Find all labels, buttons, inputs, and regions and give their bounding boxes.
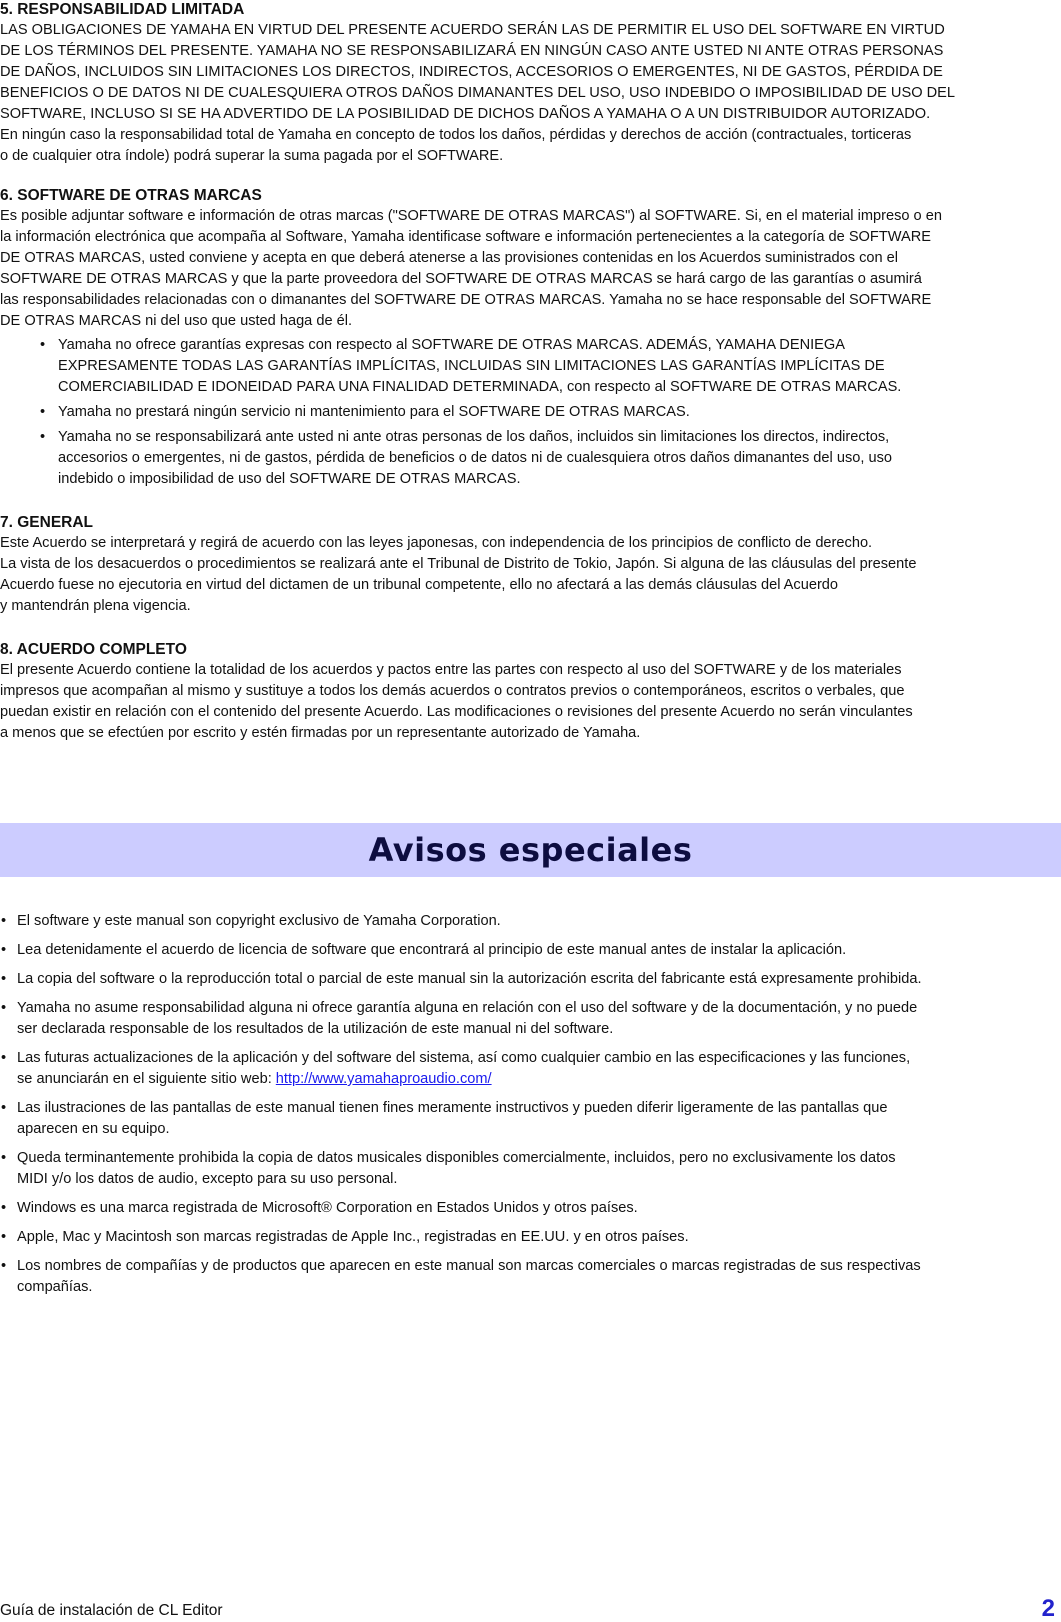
- list-item: [0, 1227, 1061, 1248]
- text-line: puedan existir en relación con el contenido del presente Acuerdo. Las modificaciones o revisiones del presente Acuerdo no serán vinculantes: [0, 704, 913, 720]
- text-line: y mantendrán plena vigencia.: [0, 598, 191, 614]
- section-title: 6. SOFTWARE DE OTRAS MARCAS: [0, 187, 262, 204]
- section-title: 8. ACUERDO COMPLETO: [0, 641, 187, 658]
- text-line: SOFTWARE DE OTRAS MARCAS y que la parte proveedora del SOFTWARE DE OTRAS MARCAS se hará cargo de las garantías o asumirá: [0, 271, 922, 287]
- page-number: 2: [1041, 1595, 1055, 1622]
- text-line: • Los nombres de compañías y de productos que aparecen en este manual son marcas comerciales o marcas registradas de sus respectivas: [17, 1258, 921, 1274]
- section-title: 5. RESPONSABILIDAD LIMITADA: [0, 1, 245, 18]
- section-general: [0, 513, 1061, 617]
- text-line: MIDI y/o los datos de audio, excepto para su uso personal.: [17, 1171, 398, 1187]
- text-line: SOFTWARE, INCLUSO SI SE HA ADVERTIDO DE LA POSIBILIDAD DE DICHOS DAÑOS A YAMAHA O A UN DISTRIBUIDOR AUTORIZADO.: [0, 106, 931, 122]
- section-responsabilidad-limitada: [0, 0, 1061, 167]
- list-item: [0, 1148, 1061, 1190]
- section-body: [0, 20, 1061, 167]
- notices-section: [0, 908, 1061, 1306]
- text-line: • Las ilustraciones de las pantallas de este manual tienen fines meramente instructivos y pueden diferir ligeramente de las pantallas que: [17, 1100, 888, 1116]
- text-line: Acuerdo fuese no ejecutoria en virtud del dictamen de un tribunal competente, ello no afectará a las demás cláusulas del Acuerdo: [0, 577, 839, 593]
- text-line: COMERCIABILIDAD E IDONEIDAD PARA UNA FINALIDAD DETERMINADA, con respecto al SOFTWARE DE OTRAS MARCAS.: [58, 379, 902, 395]
- list-item: [0, 1256, 1061, 1298]
- section-acuerdo-completo: [0, 640, 1061, 744]
- text-line: aparecen en su equipo.: [17, 1121, 170, 1137]
- bullet-list: [0, 335, 1061, 490]
- text-line: • El software y este manual son copyright exclusivo de Yamaha Corporation.: [17, 913, 501, 929]
- text-line: • Queda terminantemente prohibida la copia de datos musicales disponibles comercialmente, incluidos, pero no exclusivamente los datos: [17, 1150, 896, 1166]
- text-line: • Windows es una marca registrada de Microsoft® Corporation en Estados Unidos y otros países.: [17, 1200, 638, 1216]
- list-item: [0, 1198, 1061, 1219]
- list-item: [0, 969, 1061, 990]
- section-title: 7. GENERAL: [0, 514, 94, 531]
- text-line: [17, 1069, 1061, 1090]
- text-line: DE OTRAS MARCAS, usted conviene y acepta en que deberá atenerse a las provisiones contenidas en los Acuerdos suministrados con el: [0, 250, 899, 266]
- text-line: • Yamaha no ofrece garantías expresas con respecto al SOFTWARE DE OTRAS MARCAS. ADEMÁS, YAMAHA DENIEGA: [58, 337, 845, 353]
- text-line: El presente Acuerdo contiene la totalidad de los acuerdos y pactos entre las partes con respecto al uso del SOFTWARE y de los materiales: [0, 662, 902, 678]
- section-software-otras-marcas: [0, 186, 1061, 494]
- text-line: DE LOS TÉRMINOS DEL PRESENTE. YAMAHA NO SE RESPONSABILIZARÁ EN NINGÚN CASO ANTE USTED NI ANTE OTRAS PERSONAS: [0, 43, 944, 59]
- banner-title: Avisos especiales: [368, 831, 693, 869]
- text-line: • Las futuras actualizaciones de la aplicación y del software del sistema, así como cualquier cambio en las especificaciones y las funciones,: [17, 1050, 911, 1066]
- footer-title: Guía de instalación de CL Editor: [0, 1602, 223, 1619]
- text-line: DE DAÑOS, INCLUIDOS SIN LIMITACIONES LOS DIRECTOS, INDIRECTOS, ACCESORIOS O EMERGENTES, NI DE GASTOS, PÉRDIDA DE: [0, 64, 943, 80]
- notices-list: [0, 911, 1061, 1298]
- text-line: • Lea detenidamente el acuerdo de licencia de software que encontrará al principio de este manual antes de instalar la aplicación.: [17, 942, 847, 958]
- list-item: [0, 940, 1061, 961]
- text-line: • Yamaha no prestará ningún servicio ni mantenimiento para el SOFTWARE DE OTRAS MARCAS.: [58, 404, 690, 420]
- text-line: En ningún caso la responsabilidad total de Yamaha en concepto de todos los daños, pérdidas y derechos de acción (contractuales, torticeras: [0, 127, 912, 143]
- text-line: ser declarada responsable de los resultados de la utilización de este manual ni del software.: [17, 1021, 614, 1037]
- section-body: [0, 206, 1061, 332]
- list-item: [0, 998, 1061, 1040]
- text-line: impresos que acompañan al mismo y sustituye a todos los demás acuerdos o contratos previos o contemporáneos, escritos o verbales, que: [0, 683, 905, 699]
- text-line: a menos que se efectúen por escrito y estén firmadas por un representante autorizado de Yamaha.: [0, 725, 641, 741]
- text-line: BENEFICIOS O DE DATOS NI DE CUALESQUIERA OTROS DAÑOS DIMANANTES DEL USO, USO INDEBIDO O IMPOSIBILIDAD DE USO DEL: [0, 85, 955, 101]
- text-line: Este Acuerdo se interpretará y regirá de acuerdo con las leyes japonesas, con independencia de los principios de conflicto de derecho.: [0, 535, 873, 551]
- list-item: [0, 911, 1061, 932]
- section-body: [0, 533, 1061, 617]
- yamaha-website-link[interactable]: http://www.yamahaproaudio.com/: [275, 1071, 492, 1087]
- section-banner: [0, 823, 1061, 877]
- text-line: • Apple, Mac y Macintosh son marcas registradas de Apple Inc., registradas en EE.UU. y en otros países.: [17, 1229, 689, 1245]
- text-line: Es posible adjuntar software e información de otras marcas ("SOFTWARE DE OTRAS MARCAS") al SOFTWARE. Si, en el material impreso o en: [0, 208, 942, 224]
- text-line: o de cualquier otra índole) podrá superar la suma pagada por el SOFTWARE.: [0, 148, 504, 164]
- section-body: [0, 660, 1061, 744]
- text-line: las responsabilidades relacionadas con o dimanantes del SOFTWARE DE OTRAS MARCAS. Yamaha no se hace responsable del SOFTWARE: [0, 292, 932, 308]
- text-line: • Yamaha no se responsabilizará ante usted ni ante otras personas de los daños, incluidos sin limitaciones los directos, indirectos,: [58, 429, 890, 445]
- text-line: compañías.: [17, 1279, 93, 1295]
- list-item: [0, 1098, 1061, 1140]
- text-line: LAS OBLIGACIONES DE YAMAHA EN VIRTUD DEL PRESENTE ACUERDO SERÁN LAS DE PERMITIR EL USO DEL SOFTWARE EN VIRTUD: [0, 22, 945, 38]
- list-item: [0, 1048, 1061, 1090]
- text-line: La vista de los desacuerdos o procedimientos se realizará ante el Tribunal de Distrito de Tokio, Japón. Si alguna de las cláusulas del presente: [0, 556, 917, 572]
- text-line: accesorios o emergentes, ni de gastos, pérdida de beneficios o de datos ni de cualesquiera otros daños dimanantes del uso, uso: [58, 450, 892, 466]
- text-line: • La copia del software o la reproducción total o parcial de este manual sin la autorización escrita del fabricante está expresamente prohibida.: [17, 971, 922, 987]
- text-line: DE OTRAS MARCAS ni del uso que usted haga de él.: [0, 313, 353, 329]
- text-line: la información electrónica que acompaña al Software, Yamaha identificase software e información pertenecientes a la categoría de SOFTWARE: [0, 229, 931, 245]
- list-item: [0, 402, 1061, 423]
- list-item: [0, 427, 1061, 490]
- list-item: [0, 335, 1061, 398]
- text-line: • Yamaha no asume responsabilidad alguna ni ofrece garantía alguna en relación con el uso del software y de la documentación, y no puede: [17, 1000, 918, 1016]
- text-line: EXPRESAMENTE TODAS LAS GARANTÍAS IMPLÍCITAS, INCLUIDAS SIN LIMITACIONES LAS GARANTÍAS IMPLÍCITAS DE: [58, 358, 885, 374]
- text-line: indebido o imposibilidad de uso del SOFTWARE DE OTRAS MARCAS.: [58, 471, 521, 487]
- text-fragment: se anunciarán en el siguiente sitio web:: [17, 1071, 276, 1087]
